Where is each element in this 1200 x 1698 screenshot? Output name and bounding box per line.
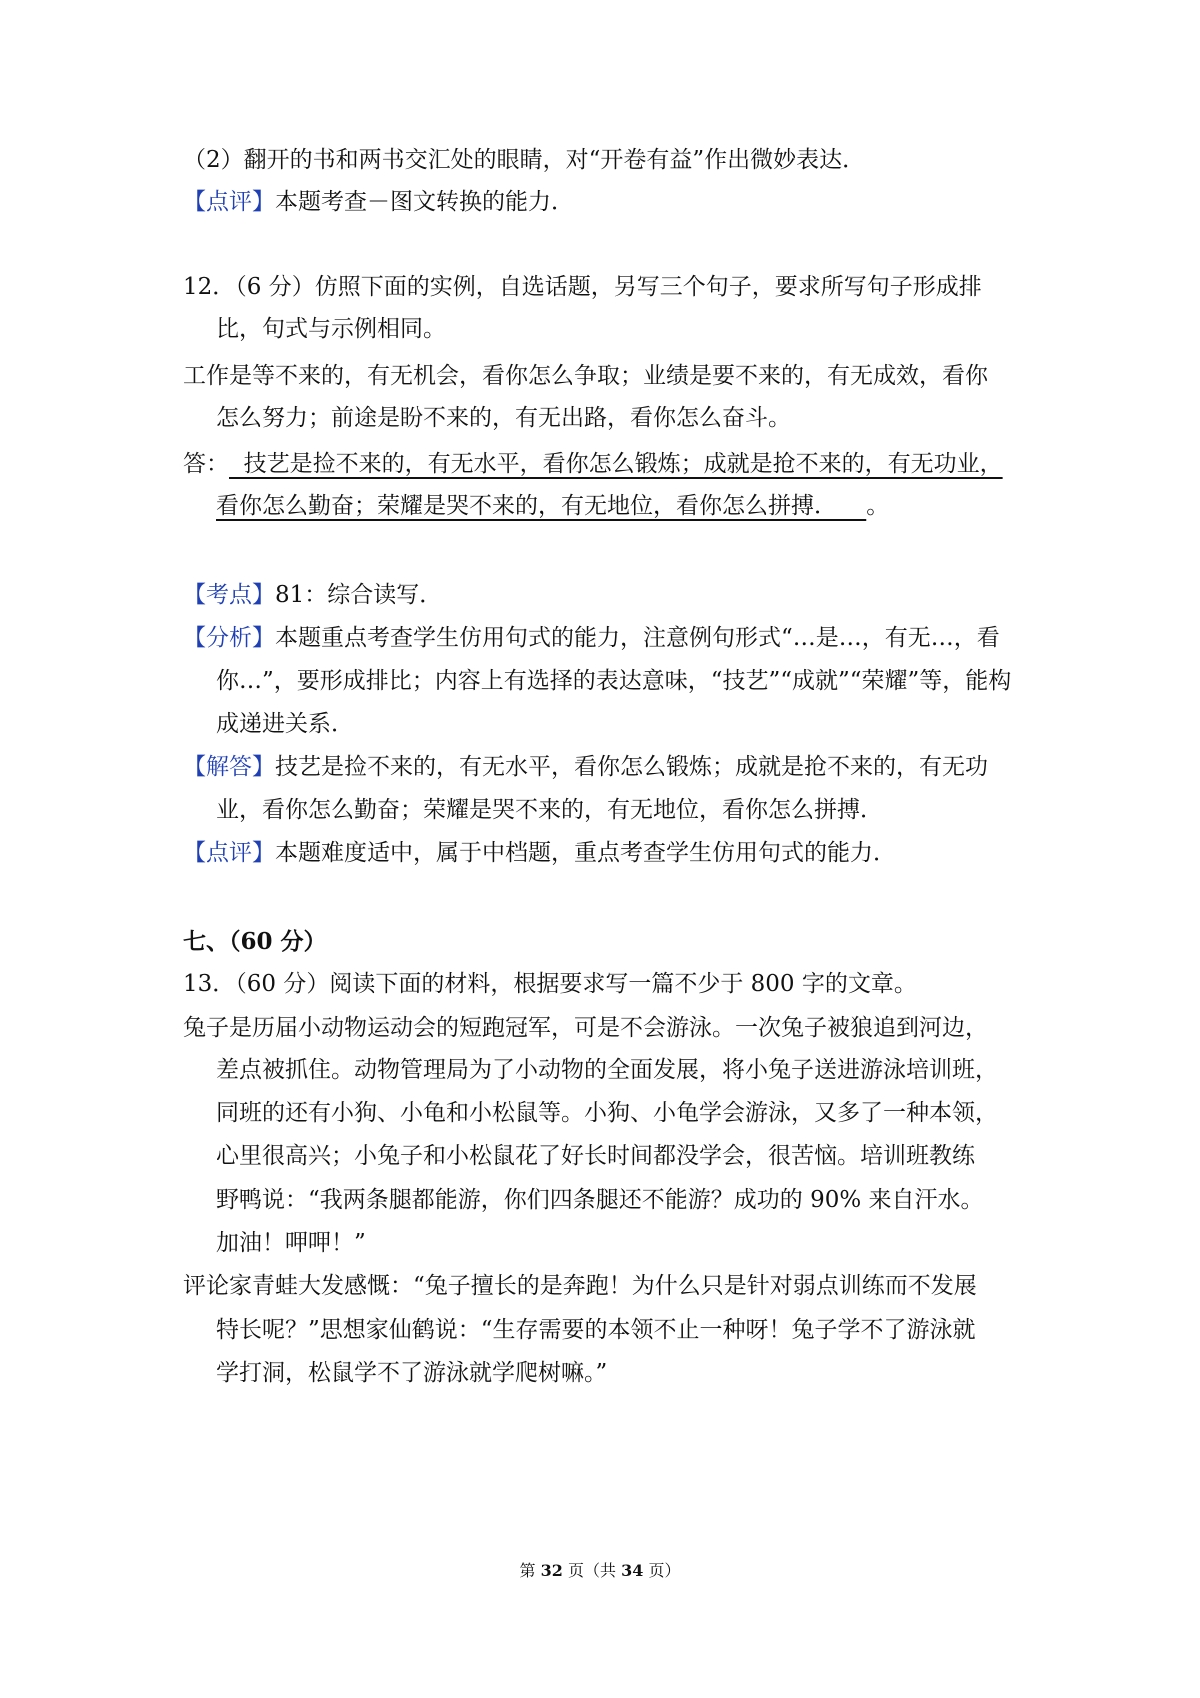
dianping-tag: 【点评】 [183,840,275,866]
q12-dianping [183,838,896,868]
q12-fenxi-line-1 [183,623,1000,653]
material-p2-line-1: 评论家青蛙大发感慨：“兔子擅长的是奔跑！为什么只是针对弱点训练而不发展 [183,1273,977,1299]
kaodian-tag: 【考点】 [183,582,275,608]
answer-blank-2: 看你怎么勤奋；荣耀是哭不来的，有无地位，看你怎么拼搏． [216,493,867,519]
q12-jieda-line-2: 业，看你怎么勤奋；荣耀是哭不来的，有无地位，看你怎么拼搏． [216,797,883,823]
comment-text: 本题考查－图文转换的能力． [275,189,574,215]
material-p2-line-2: 特长呢？”思想家仙鹤说：“生存需要的本领不止一种呀！兔子学不了游泳就 [216,1317,976,1343]
q12-answer-line-2 [216,491,889,521]
answer-label: 答： [183,451,229,477]
page-total: 34 [621,1561,644,1580]
dianping-text: 本题难度适中，属于中档题，重点考查学生仿用句式的能力． [275,840,896,866]
q12-fenxi-line-2: 你…”，要形成排比；内容上有选择的表达意味，“技艺”“成就”“荣耀”等，能构 [216,668,1012,694]
fenxi-tag: 【分析】 [183,625,275,651]
q12-jieda-line-1 [183,752,988,782]
footer-post: 页） [643,1561,681,1580]
material-p1-line-4: 心里很高兴；小兔子和小松鼠花了好长时间都没学会，很苦恼。培训班教练 [216,1143,975,1169]
section-heading: 七、（60 分） [183,928,327,955]
material-p1-line-2: 差点被抓住。动物管理局为了小动物的全面发展，将小兔子送进游泳培训班， [216,1057,998,1083]
footer-pre: 第 [519,1561,541,1580]
fenxi-text-1: 本题重点考查学生仿用句式的能力，注意例句形式“…是…，有无…，看 [275,625,1000,651]
material-p2-line-3: 学打洞，松鼠学不了游泳就学爬树嘛。” [216,1360,608,1386]
q12-example-line-1: 工作是等不来的，有无机会，看你怎么争取；业绩是要不来的，有无成效，看你 [183,363,988,389]
footer-mid: 页（共 [562,1561,622,1580]
q12-fenxi-line-3: 成递进关系． [216,711,354,737]
q12-example-line-2: 怎么努力；前途是盼不来的，有无出路，看你怎么奋斗。 [216,405,791,431]
jieda-tag: 【解答】 [183,754,275,780]
q11-comment [183,187,574,217]
q12-stem-line-1: 12．（6 分）仿照下面的实例，自选话题，另写三个句子，要求所写句子形成排 [183,274,982,300]
page-number: 32 [540,1561,563,1580]
q12-answer-line-1 [183,449,1003,479]
jieda-text-1: 技艺是捡不来的，有无水平，看你怎么锻炼；成就是抢不来的，有无功 [275,754,988,780]
page-footer [0,1560,1200,1582]
material-p1-line-1: 兔子是历届小动物运动会的短跑冠军，可是不会游泳。一次兔子被狼追到河边， [183,1015,988,1041]
answer-end: 。 [866,493,890,519]
q12-stem-line-2: 比，句式与示例相同。 [216,316,446,342]
q13-stem: 13．（60 分）阅读下面的材料，根据要求写一篇不少于 800 字的文章。 [183,971,917,997]
q11-answer-line-2: （2）翻开的书和两书交汇处的眼睛，对“开卷有益”作出微妙表达． [183,147,866,173]
kaodian-text: 81：综合读写． [275,582,443,608]
material-p1-line-5: 野鸭说：“我两条腿都能游，你们四条腿还不能游？成功的 90% 来自汗水。 [216,1187,984,1213]
material-p1-line-3: 同班的还有小狗、小龟和小松鼠等。小狗、小龟学会游泳，又多了一种本领， [216,1100,998,1126]
q12-kaodian [183,580,442,610]
comment-tag: 【点评】 [183,189,275,215]
answer-blank-1: 技艺是捡不来的，有无水平，看你怎么锻炼；成就是抢不来的，有无功业， [229,451,1003,477]
material-p1-line-6: 加油！呷呷！” [216,1230,366,1256]
